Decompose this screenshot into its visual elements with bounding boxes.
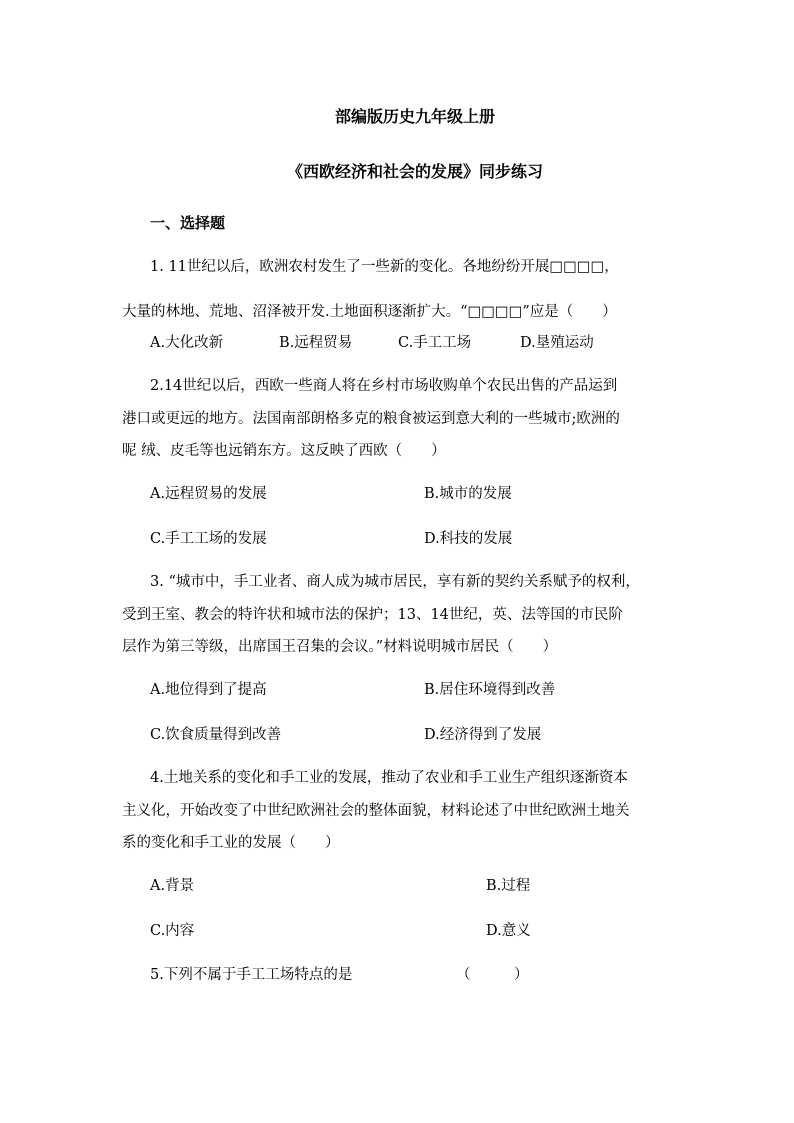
option-a: A.远程贸易的发展: [150, 486, 267, 502]
option-c: C.手工工场: [398, 335, 472, 351]
question-line: 大量的林地、荒地、沼泽被开发.土地面积逐渐扩大。“□□□□”应是（ ）: [122, 303, 617, 320]
option-b: B.远程贸易: [279, 335, 353, 351]
section-heading: 一、选择题: [150, 214, 226, 232]
answer-parentheses: （ ）: [456, 967, 529, 983]
document-title: 部编版历史九年级上册: [334, 107, 495, 126]
question-line: 3. “城市中，手工业者、商人成为城市居民，享有新的契约关系赋予的权利，: [150, 574, 640, 590]
question-line: 系的变化和手工业的发展（ ）: [122, 835, 340, 851]
option-b: B.过程: [486, 878, 531, 894]
question-line: 呢 绒、皮毛等也远销东方。这反映了西欧（ ）: [122, 443, 446, 459]
option-d: D.垦殖运动: [520, 335, 594, 351]
question-line: 港口或更远的地方。法国南部朗格多克的粮食被运到意大利的一些城市;欧洲的: [122, 410, 620, 427]
question-5: 5.下列不属于手工工场特点的是: [150, 967, 353, 983]
option-a: A.大化改新: [150, 335, 224, 351]
option-b: B.居住环境得到改善: [424, 682, 556, 698]
option-b: B.城市的发展: [424, 486, 512, 502]
question-2: [122, 373, 670, 466]
option-d: D.意义: [486, 923, 531, 939]
option-c: C.内容: [150, 923, 195, 939]
option-a: A.背景: [150, 878, 195, 894]
question-line: 层作为第三等级，出席国王召集的会议。”材料说明城市居民（ ）: [122, 639, 558, 655]
option-d: D.科技的发展: [424, 531, 513, 547]
question-line: 主义化，开始改变了中世纪欧洲社会的整体面貌，材料论述了中世纪欧洲土地关: [122, 802, 630, 819]
question-line: 4.土地关系的变化和手工业的发展，推动了农业和手工业生产组织逐渐资本: [150, 770, 628, 786]
question-3: [122, 569, 670, 662]
option-a: A.地位得到了提高: [150, 682, 267, 698]
option-c: C.饮食质量得到改善: [150, 727, 282, 743]
question-line: 受到王室、教会的特许状和城市法的保护；13、14世纪，英、法等国的市民阶: [122, 606, 623, 623]
option-c: C.手工工场的发展: [150, 531, 267, 547]
question-1: [122, 254, 670, 326]
question-line: 2.14世纪以后，西欧一些商人将在乡村市场收购单个农民出售的产品运到: [150, 378, 618, 394]
question-line: 1. 11世纪以后，欧洲农村发生了一些新的变化。各地纷纷开展□□□□，: [150, 259, 619, 275]
question-4: [122, 765, 670, 858]
option-d: D.经济得到了发展: [424, 727, 542, 743]
lesson-title: 《西欧经济和社会的发展》同步练习: [286, 162, 543, 181]
